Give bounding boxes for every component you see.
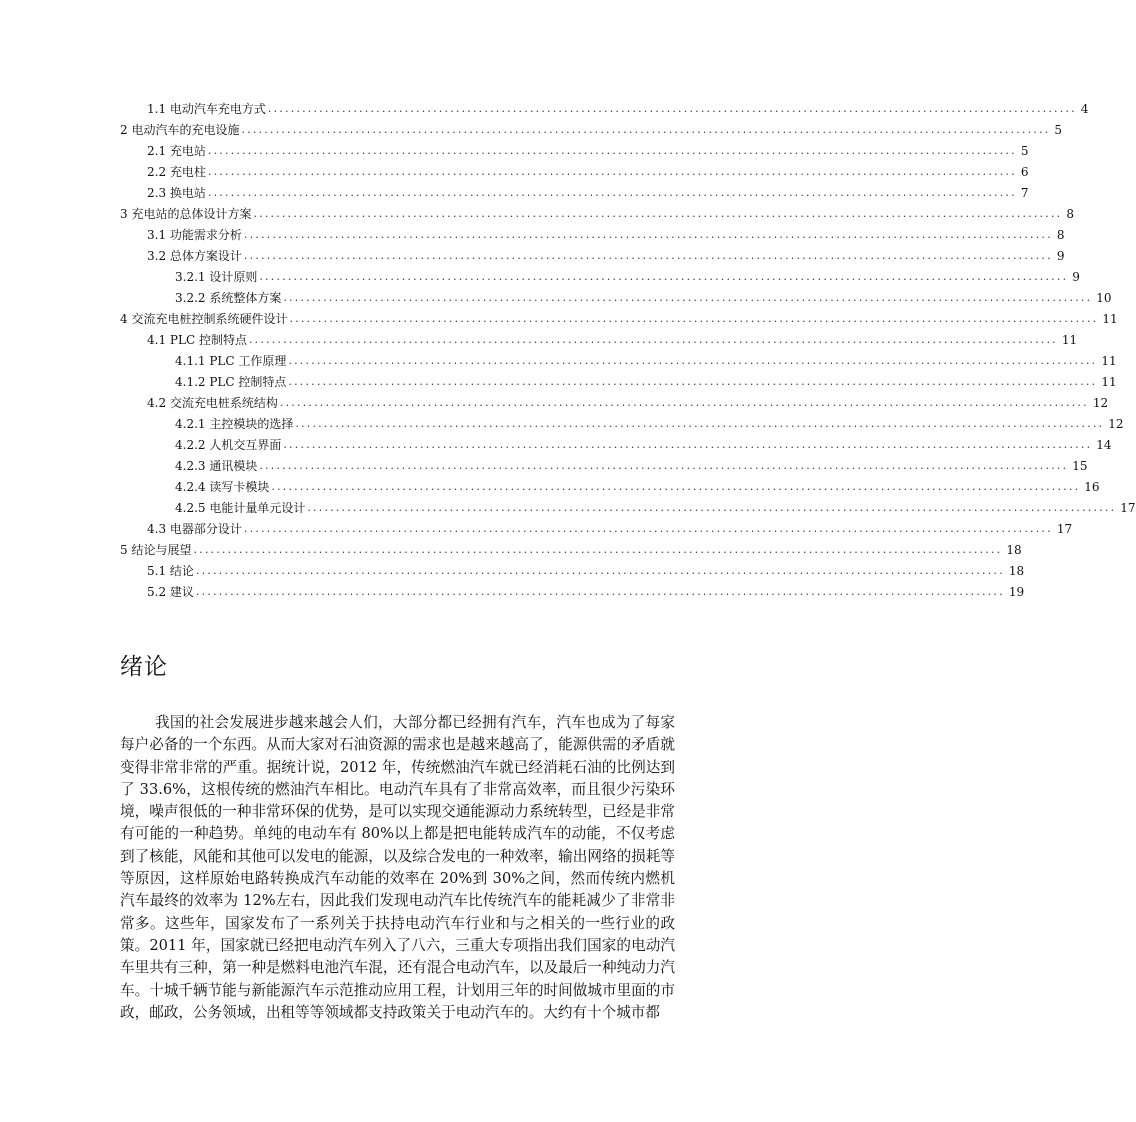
toc-entry-label: 3.2.1 设计原则 — [175, 270, 258, 284]
toc-entry-page: 17 — [1120, 501, 1136, 515]
toc-leader-dots: .............................................................................................................................................. — [267, 102, 1077, 115]
toc-entry-label: 2 电动汽车的充电设施 — [120, 123, 240, 137]
toc-leader-dots: .............................................................................................................................................. — [259, 459, 1069, 472]
toc-leader-dots: .............................................................................................................................................. — [248, 333, 1058, 346]
toc-entry-page: 19 — [1008, 585, 1025, 599]
toc-entry[interactable] — [175, 369, 1117, 389]
toc-entry-page: 18 — [1006, 543, 1022, 557]
toc-entry-page: 5 — [1020, 144, 1029, 158]
toc-entry-page: 8 — [1056, 228, 1065, 242]
toc-entry-page: 17 — [1056, 522, 1073, 536]
toc-entry-label: 4.2.5 电能计量单元设计 — [175, 501, 306, 515]
toc-entry[interactable] — [175, 474, 1100, 494]
toc-leader-dots: .............................................................................................................................................. — [193, 543, 1003, 556]
toc-entry[interactable] — [147, 159, 1029, 179]
toc-entry-label: 3.2 总体方案设计 — [147, 249, 242, 263]
toc-entry[interactable] — [147, 327, 1078, 347]
toc-leader-dots: .............................................................................................................................................. — [288, 375, 1098, 388]
toc-leader-dots: .............................................................................................................................................. — [271, 480, 1081, 493]
toc-entry-label: 4.2 交流充电桩系统结构 — [147, 396, 278, 410]
toc-entry-label: 3.1 功能需求分析 — [147, 228, 242, 242]
toc-entry-page: 11 — [1101, 375, 1117, 389]
toc-entry-label: 4.2.2 人机交互界面 — [175, 438, 282, 452]
toc-entry[interactable] — [175, 348, 1117, 368]
toc-leader-dots: .............................................................................................................................................. — [283, 438, 1093, 451]
toc-entry[interactable] — [147, 243, 1065, 263]
toc-entry-label: 4.2.3 通讯模块 — [175, 459, 258, 473]
toc-entry-page: 15 — [1072, 459, 1088, 473]
section-heading: 绪论 — [120, 654, 168, 680]
toc-leader-dots: .............................................................................................................................................. — [243, 522, 1053, 535]
toc-leader-dots: .............................................................................................................................................. — [307, 501, 1117, 514]
toc-leader-dots: .............................................................................................................................................. — [283, 291, 1093, 304]
toc-leader-dots: .............................................................................................................................................. — [253, 207, 1063, 220]
toc-entry-page: 9 — [1056, 249, 1065, 263]
toc-entry[interactable] — [175, 285, 1112, 305]
toc-entry-page: 12 — [1092, 396, 1109, 410]
toc-entry-page: 9 — [1072, 270, 1080, 284]
toc-entry-label: 4.1 PLC 控制特点 — [147, 333, 247, 347]
toc-entry-label: 4.2.4 读写卡模块 — [175, 480, 270, 494]
toc-entry[interactable] — [147, 390, 1109, 410]
toc-entry-page: 11 — [1061, 333, 1078, 347]
toc-leader-dots: .............................................................................................................................................. — [207, 165, 1017, 178]
toc-leader-dots: .............................................................................................................................................. — [259, 270, 1069, 283]
toc-entry-page: 6 — [1020, 165, 1029, 179]
toc-leader-dots: .............................................................................................................................................. — [289, 312, 1099, 325]
toc-entry[interactable] — [147, 579, 1025, 599]
toc-entry-page: 7 — [1020, 186, 1029, 200]
toc-entry[interactable] — [120, 306, 1118, 326]
toc-entry-label: 4 交流充电桩控制系统硬件设计 — [120, 312, 288, 326]
toc-entry-label: 1.1 电动汽车充电方式 — [147, 102, 266, 116]
toc-leader-dots: .............................................................................................................................................. — [195, 564, 1005, 577]
toc-entry-page: 18 — [1008, 564, 1025, 578]
toc-entry[interactable] — [175, 264, 1080, 284]
toc-leader-dots: .............................................................................................................................................. — [243, 228, 1053, 241]
toc-entry-page: 11 — [1102, 312, 1118, 326]
toc-leader-dots: .............................................................................................................................................. — [279, 396, 1089, 409]
toc-entry[interactable] — [147, 558, 1025, 578]
toc-leader-dots: .............................................................................................................................................. — [241, 123, 1051, 136]
toc-entry-page: 5 — [1054, 123, 1063, 137]
toc-leader-dots: .............................................................................................................................................. — [207, 144, 1017, 157]
toc-entry-page: 11 — [1101, 354, 1117, 368]
toc-leader-dots: .............................................................................................................................................. — [243, 249, 1053, 262]
toc-entry[interactable] — [147, 180, 1029, 200]
toc-entry-page: 4 — [1080, 102, 1089, 116]
toc-entry-label: 2.3 换电站 — [147, 186, 206, 200]
toc-entry[interactable] — [147, 516, 1073, 536]
toc-entry[interactable] — [147, 96, 1089, 116]
toc-leader-dots: .............................................................................................................................................. — [207, 186, 1017, 199]
toc-leader-dots: .............................................................................................................................................. — [295, 417, 1105, 430]
body-paragraph: 我国的社会发展进步越来越会人们，大部分都已经拥有汽车，汽车也成为了每家每户必备的一个东西。从而大家对石油资源的需求也是越来越高了，能源供需的矛盾就变得非常非常的严重。据统计说，2012 年，传统燃油汽车就已经消耗石油的比例达到了 33.6%，这根传统的燃油汽车相比。电动汽车具有了非常高效率，而且很少污染环境，噪声很低的一种非常环保的优势，是可以实现交通能源动力系统转型，已经是非常有可能的一种趋势。单纯的电动车有 80%以上都是把电能转成汽车的动能，不仅考虑到了核能，风能和其他可以发电的能源，以及综合发电的一种效率，输出网络的损耗等等原因，这样原始电路转换成汽车动能的效率在 20%到 30%之间，然而传统内燃机汽车最终的效率为 12%左右，因此我们发现电动汽车比传统汽车的能耗减少了非常非常多。这些年，国家发布了一系列关于扶持电动汽车行业和与之相关的一些行业的政策。2011 年，国家就已经把电动汽车列入了八六，三重大专项指出我们国家的电动汽车里共有三种，第一种是燃料电池汽车混，还有混合电动汽车，以及最后一种纯动力汽车。十城千辆节能与新能源汽车示范推动应用工程，计划用三年的时间做城市里面的市政，邮政，公务领域，出租等等领域都支持政策关于电动汽车的。大约有十个城市都 — [120, 714, 675, 1021]
toc-entry-page: 10 — [1096, 291, 1112, 305]
toc-entry[interactable] — [175, 453, 1088, 473]
toc-leader-dots: .............................................................................................................................................. — [288, 354, 1098, 367]
toc-entry-label: 3 充电站的总体设计方案 — [120, 207, 252, 221]
toc-entry-label: 2.2 充电柱 — [147, 165, 206, 179]
toc-entry-label: 4.2.1 主控模块的选择 — [175, 417, 294, 431]
toc-entry[interactable] — [120, 537, 1022, 557]
toc-entry-page: 8 — [1066, 207, 1075, 221]
toc-entry-label: 4.1.2 PLC 控制特点 — [175, 375, 287, 389]
toc-entry-page: 16 — [1084, 480, 1100, 494]
toc-entry-label: 3.2.2 系统整体方案 — [175, 291, 282, 305]
toc-entry[interactable] — [147, 222, 1065, 242]
toc-entry[interactable] — [175, 411, 1124, 431]
toc-entry[interactable] — [147, 138, 1029, 158]
toc-entry[interactable] — [175, 495, 1136, 515]
toc-entry-page: 12 — [1108, 417, 1124, 431]
toc-entry-label: 4.3 电器部分设计 — [147, 522, 242, 536]
toc-entry-label: 2.1 充电站 — [147, 144, 206, 158]
toc-entry-label: 4.1.1 PLC 工作原理 — [175, 354, 287, 368]
toc-entry[interactable] — [175, 432, 1112, 452]
toc-entry[interactable] — [120, 201, 1075, 221]
toc-entry-page: 14 — [1096, 438, 1112, 452]
toc-entry-label: 5.1 结论 — [147, 564, 194, 578]
toc-leader-dots: .............................................................................................................................................. — [195, 585, 1005, 598]
toc-entry[interactable] — [120, 117, 1063, 137]
toc-entry-label: 5 结论与展望 — [120, 543, 192, 557]
toc-entry-label: 5.2 建议 — [147, 585, 194, 599]
